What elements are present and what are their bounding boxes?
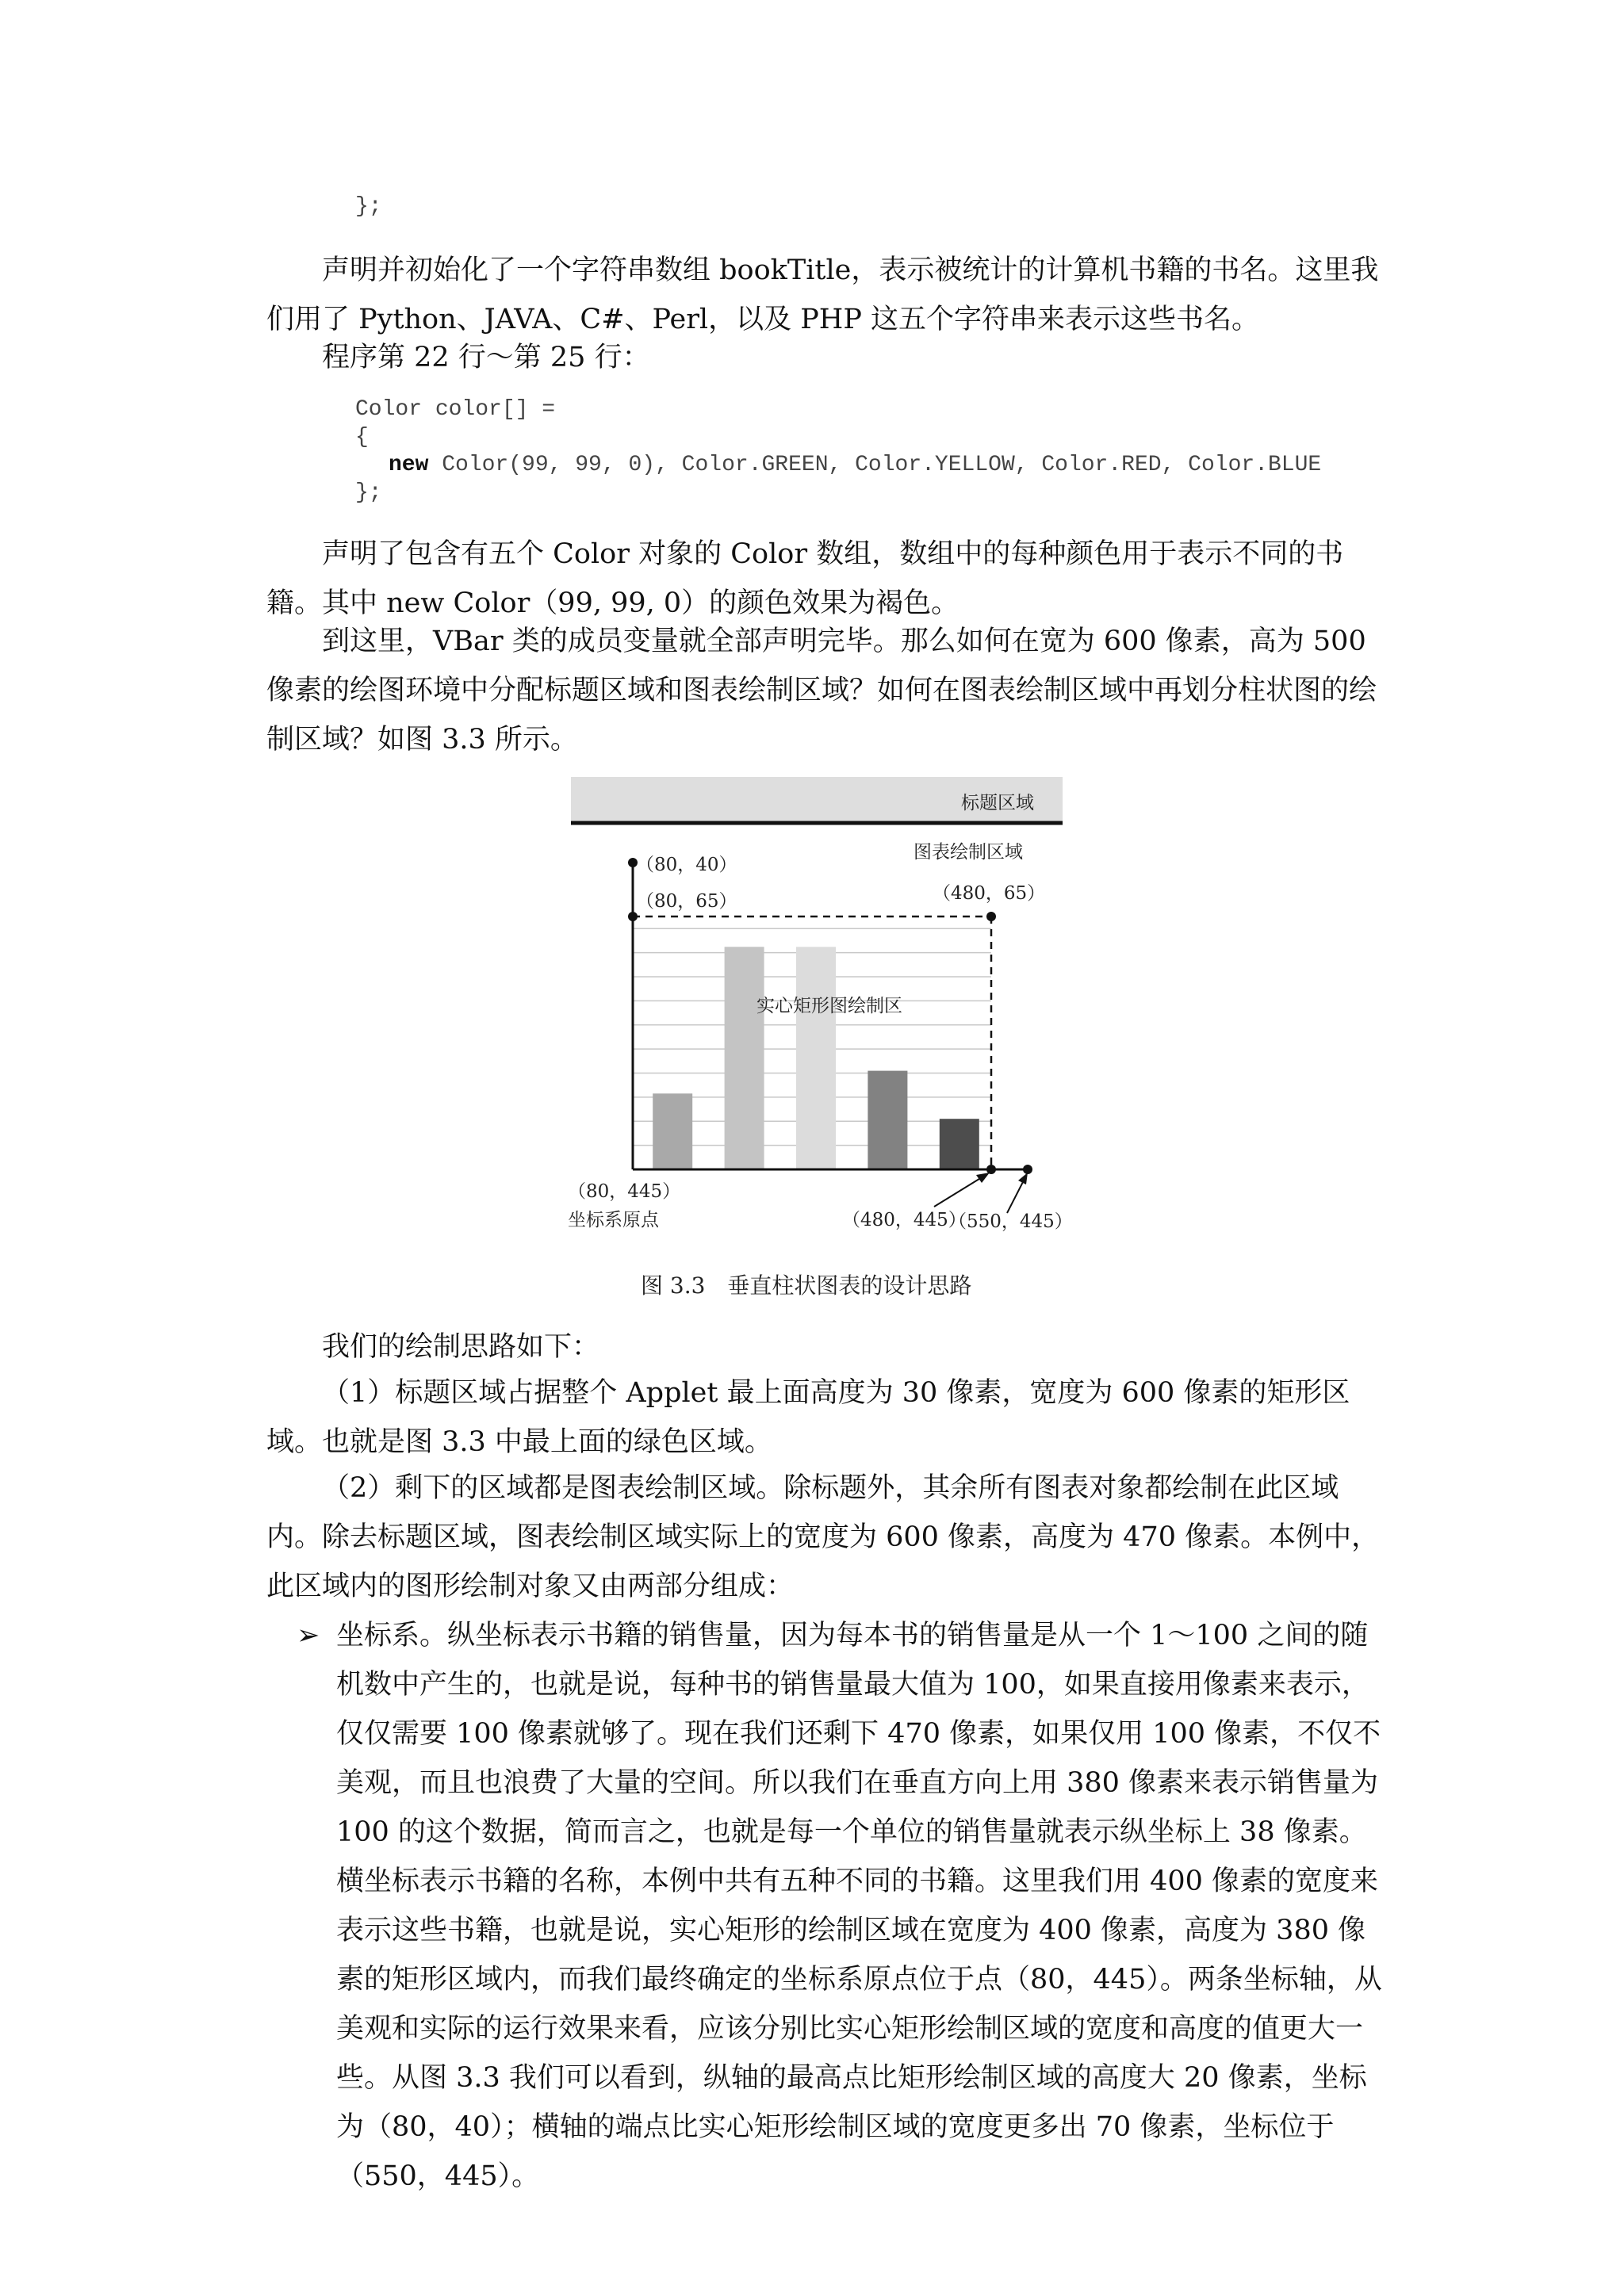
- label-pt-550-445: （550，445）: [948, 1211, 1073, 1232]
- figure-3-3: [555, 769, 1110, 1245]
- label-origin: 坐标系原点: [568, 1210, 659, 1230]
- arrow-480-445-line: [934, 1175, 986, 1207]
- code-closing-brace: };: [355, 194, 382, 219]
- paragraph-step-2: （2）剩下的区域都是图表绘制区域。除标题外，其余所有图表对象都绘制在此区域内。除去标题区域，图表绘制区域实际上的宽度为 600 像素，高度为 470 像素。本例中，此区域内的图形绘制对象又由两部分组成：: [266, 1472, 1380, 1602]
- label-title-area: 标题区域: [961, 793, 1034, 813]
- code-keyword-new: new: [389, 453, 429, 477]
- label-pt-480-445: （480，445）: [842, 1210, 967, 1230]
- bar-2: [725, 947, 764, 1169]
- bar-5: [940, 1119, 979, 1169]
- label-chart-area: 图表绘制区域: [914, 842, 1023, 863]
- bar-3: [796, 947, 836, 1169]
- list-item-text: 坐标系。纵坐标表示书籍的销售量，因为每本书的销售量是从一个 1～100 之间的随机数中产生的，也就是说，每种书的销售量最大值为 100，如果直接用像素来表示，仅仅需要 100 像素就够了。现在我们还剩下 470 像素，如果仅用 100 像素，不仅不美观，而且也浪费了大量的空间。所以我们在垂直方向上用 380 像素来表示销售量为 100 的这个数据，简而言之，也就是每一个单位的销售量就表示纵坐标上 38 像素。横坐标表示书籍的名称，本例中共有五种不同的书籍。这里我们用 400 像素的宽度来表示这些书籍，也就是说，实心矩形的绘制区域在宽度为 400 像素，高度为 380 像素的矩形区域内，而我们最终确定的坐标系原点位于点（80，445）。两条坐标轴，从美观和实际的运行效果来看，应该分别比实心矩形绘制区域的宽度和高度的值更大一些。从图 3.3 我们可以看到，纵轴的最高点比矩形绘制区域的高度大 20 像素，坐标为（80，40）；横轴的端点比实心矩形绘制区域的宽度更多出 70 像素，坐标位于（550，445）。: [336, 1620, 1382, 2192]
- code-line-4: };: [355, 480, 382, 505]
- label-pt-480-65: （480，65）: [933, 883, 1046, 904]
- point-550-445: [1023, 1165, 1032, 1174]
- label-pt-80-65: （80，65）: [636, 891, 737, 912]
- list-item-coordinate-system: [297, 1611, 1388, 2201]
- arrow-480-445-head: [976, 1173, 990, 1183]
- point-480-65: [986, 912, 996, 921]
- arrow-550-445-head: [1018, 1173, 1028, 1184]
- bar-4: [868, 1071, 907, 1169]
- figure-caption: 图 3.3 垂直柱状图表的设计思路: [641, 1272, 972, 1299]
- paragraph-vbar-members: 到这里，VBar 类的成员变量就全部声明完毕。那么如何在宽为 600 像素，高为 500 像素的绘图环境中分配标题区域和图表绘制区域？如何在图表绘制区域中再划分柱状图的绘制区域？如图 3.3 所示。: [266, 626, 1377, 756]
- paragraph-program-lines: 程序第 22 行～第 25 行：: [322, 342, 650, 373]
- bar-1: [653, 1093, 692, 1169]
- point-480-445: [986, 1165, 996, 1174]
- code-line-1: Color color[] =: [355, 397, 556, 422]
- paragraph-step-1: （1）标题区域占据整个 Applet 最上面高度为 30 像素，宽度为 600 像素的矩形区域。也就是图 3.3 中最上面的绿色区域。: [266, 1377, 1350, 1458]
- code-line-3: [389, 452, 1321, 479]
- label-pt-80-40: （80，40）: [636, 855, 737, 875]
- label-solid-area: 实心矩形图绘制区: [756, 996, 902, 1016]
- bullet-arrow-icon: ➢: [297, 1620, 320, 1651]
- paragraph-booktitle: 声明并初始化了一个字符串数组 bookTitle，表示被统计的计算机书籍的书名。这里我们用了 Python、JAVA、C#、Perl，以及 PHP 这五个字符串来表示这些书名。: [266, 254, 1379, 335]
- label-pt-80-445: （80，445）: [568, 1181, 681, 1202]
- code-line-2: {: [355, 425, 369, 450]
- bars: [653, 947, 979, 1169]
- paragraph-approach: 我们的绘制思路如下：: [322, 1331, 600, 1363]
- point-80-65: [628, 912, 638, 921]
- paragraph-color-array: 声明了包含有五个 Color 对象的 Color 数组，数组中的每种颜色用于表示不同的书籍。其中 new Color（99, 99, 0）的颜色效果为褐色。: [266, 538, 1344, 619]
- code-line-3-rest: Color(99, 99, 0), Color.GREEN, Color.YELLOW, Color.RED, Color.BLUE: [428, 453, 1322, 477]
